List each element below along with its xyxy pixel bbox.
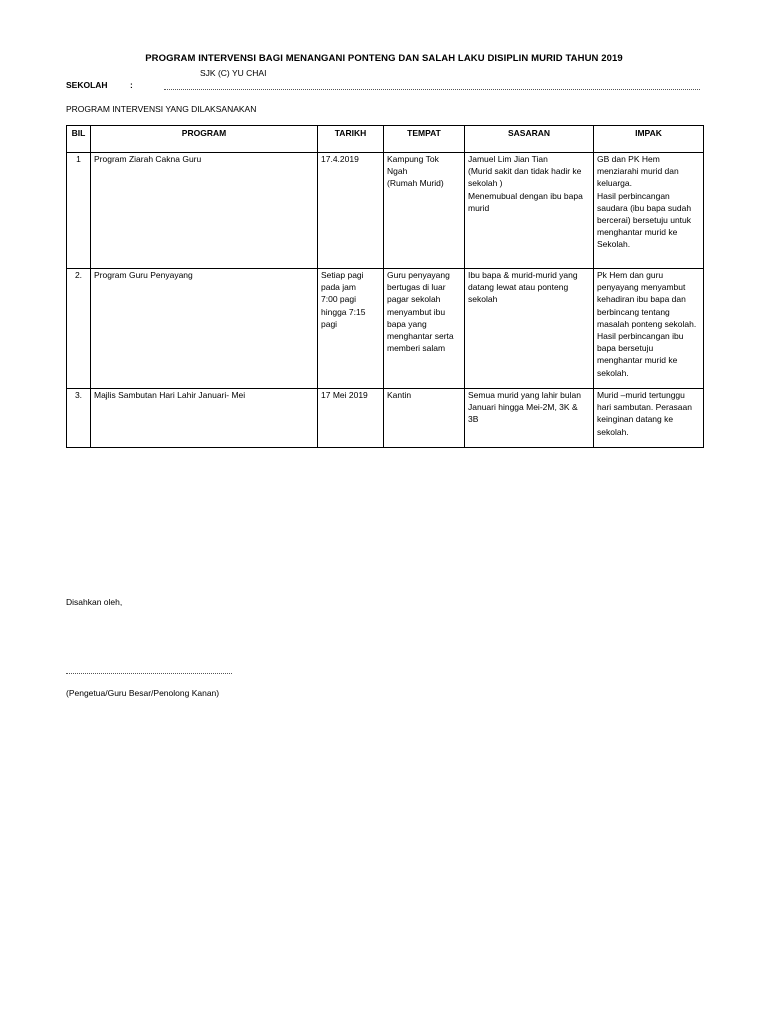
cell-tarikh: 17 Mei 2019: [318, 389, 384, 448]
cell-tarikh: Setiap pagi pada jam 7:00 pagi hingga 7:15 pagi: [318, 269, 384, 389]
school-name: SJK (C) YU CHAI: [200, 68, 267, 78]
school-dotted-line: [164, 89, 700, 90]
header-sasaran: SASARAN: [465, 126, 594, 153]
table-row: [67, 269, 704, 389]
cell-tempat: Kampung Tok Ngah (Rumah Murid): [384, 153, 465, 269]
cell-sasaran: Jamuel Lim Jian Tian (Murid sakit dan tidak hadir ke sekolah ) Menemubual dengan ibu bapa murid: [465, 153, 594, 269]
header-program: PROGRAM: [91, 126, 318, 153]
cell-tempat: Kantin: [384, 389, 465, 448]
table-row: [67, 153, 704, 269]
cell-program: Majlis Sambutan Hari Lahir Januari- Mei: [91, 389, 318, 448]
cell-impak: Pk Hem dan guru penyayang menyambut kehadiran ibu bapa dan berbincang tentang masalah ponteng sekolah. Hasil perbincangan ibu bapa bersetuju menghantar murid ke sekolah.: [594, 269, 704, 389]
cell-program: Program Ziarah Cakna Guru: [91, 153, 318, 269]
cell-bil: 3.: [67, 389, 91, 448]
cell-bil: 2.: [67, 269, 91, 389]
cell-sasaran: Semua murid yang lahir bulan Januari hingga Mei-2M, 3K & 3B: [465, 389, 594, 448]
school-field: [66, 80, 700, 92]
cell-bil: 1: [67, 153, 91, 269]
cell-sasaran: Ibu bapa & murid-murid yang datang lewat atau ponteng sekolah: [465, 269, 594, 389]
signature-line: [66, 673, 232, 674]
cell-program: Program Guru Penyayang: [91, 269, 318, 389]
intervention-table: [66, 125, 704, 448]
header-tarikh: TARIKH: [318, 126, 384, 153]
school-label: SEKOLAH: [66, 80, 108, 90]
table-row: [67, 389, 704, 448]
signatory-title: (Pengetua/Guru Besar/Penolong Kanan): [66, 688, 220, 698]
cell-impak: GB dan PK Hem menziarahi murid dan keluarga. Hasil perbincangan saudara (ibu bapa sudah bercerai) bersetuju untuk menghantar murid ke Sekolah.: [594, 153, 704, 269]
section-heading: PROGRAM INTERVENSI YANG DILAKSANAKAN: [66, 104, 257, 114]
cell-impak: Murid –murid tertunggu hari sambutan. Perasaan keinginan datang ke sekolah.: [594, 389, 704, 448]
header-bil: BIL: [67, 126, 91, 153]
school-colon: :: [130, 80, 133, 90]
header-tempat: TEMPAT: [384, 126, 465, 153]
cell-tempat: Guru penyayang bertugas di luar pagar sekolah menyambut ibu bapa yang menghantar serta memberi salam: [384, 269, 465, 389]
cell-tarikh: 17.4.2019: [318, 153, 384, 269]
table-header-row: [67, 126, 704, 153]
approved-by-label: Disahkan oleh,: [66, 597, 123, 607]
document-title: PROGRAM INTERVENSI BAGI MENANGANI PONTENG DAN SALAH LAKU DISIPLIN MURID TAHUN 2019: [145, 53, 623, 64]
header-impak: IMPAK: [594, 126, 704, 153]
